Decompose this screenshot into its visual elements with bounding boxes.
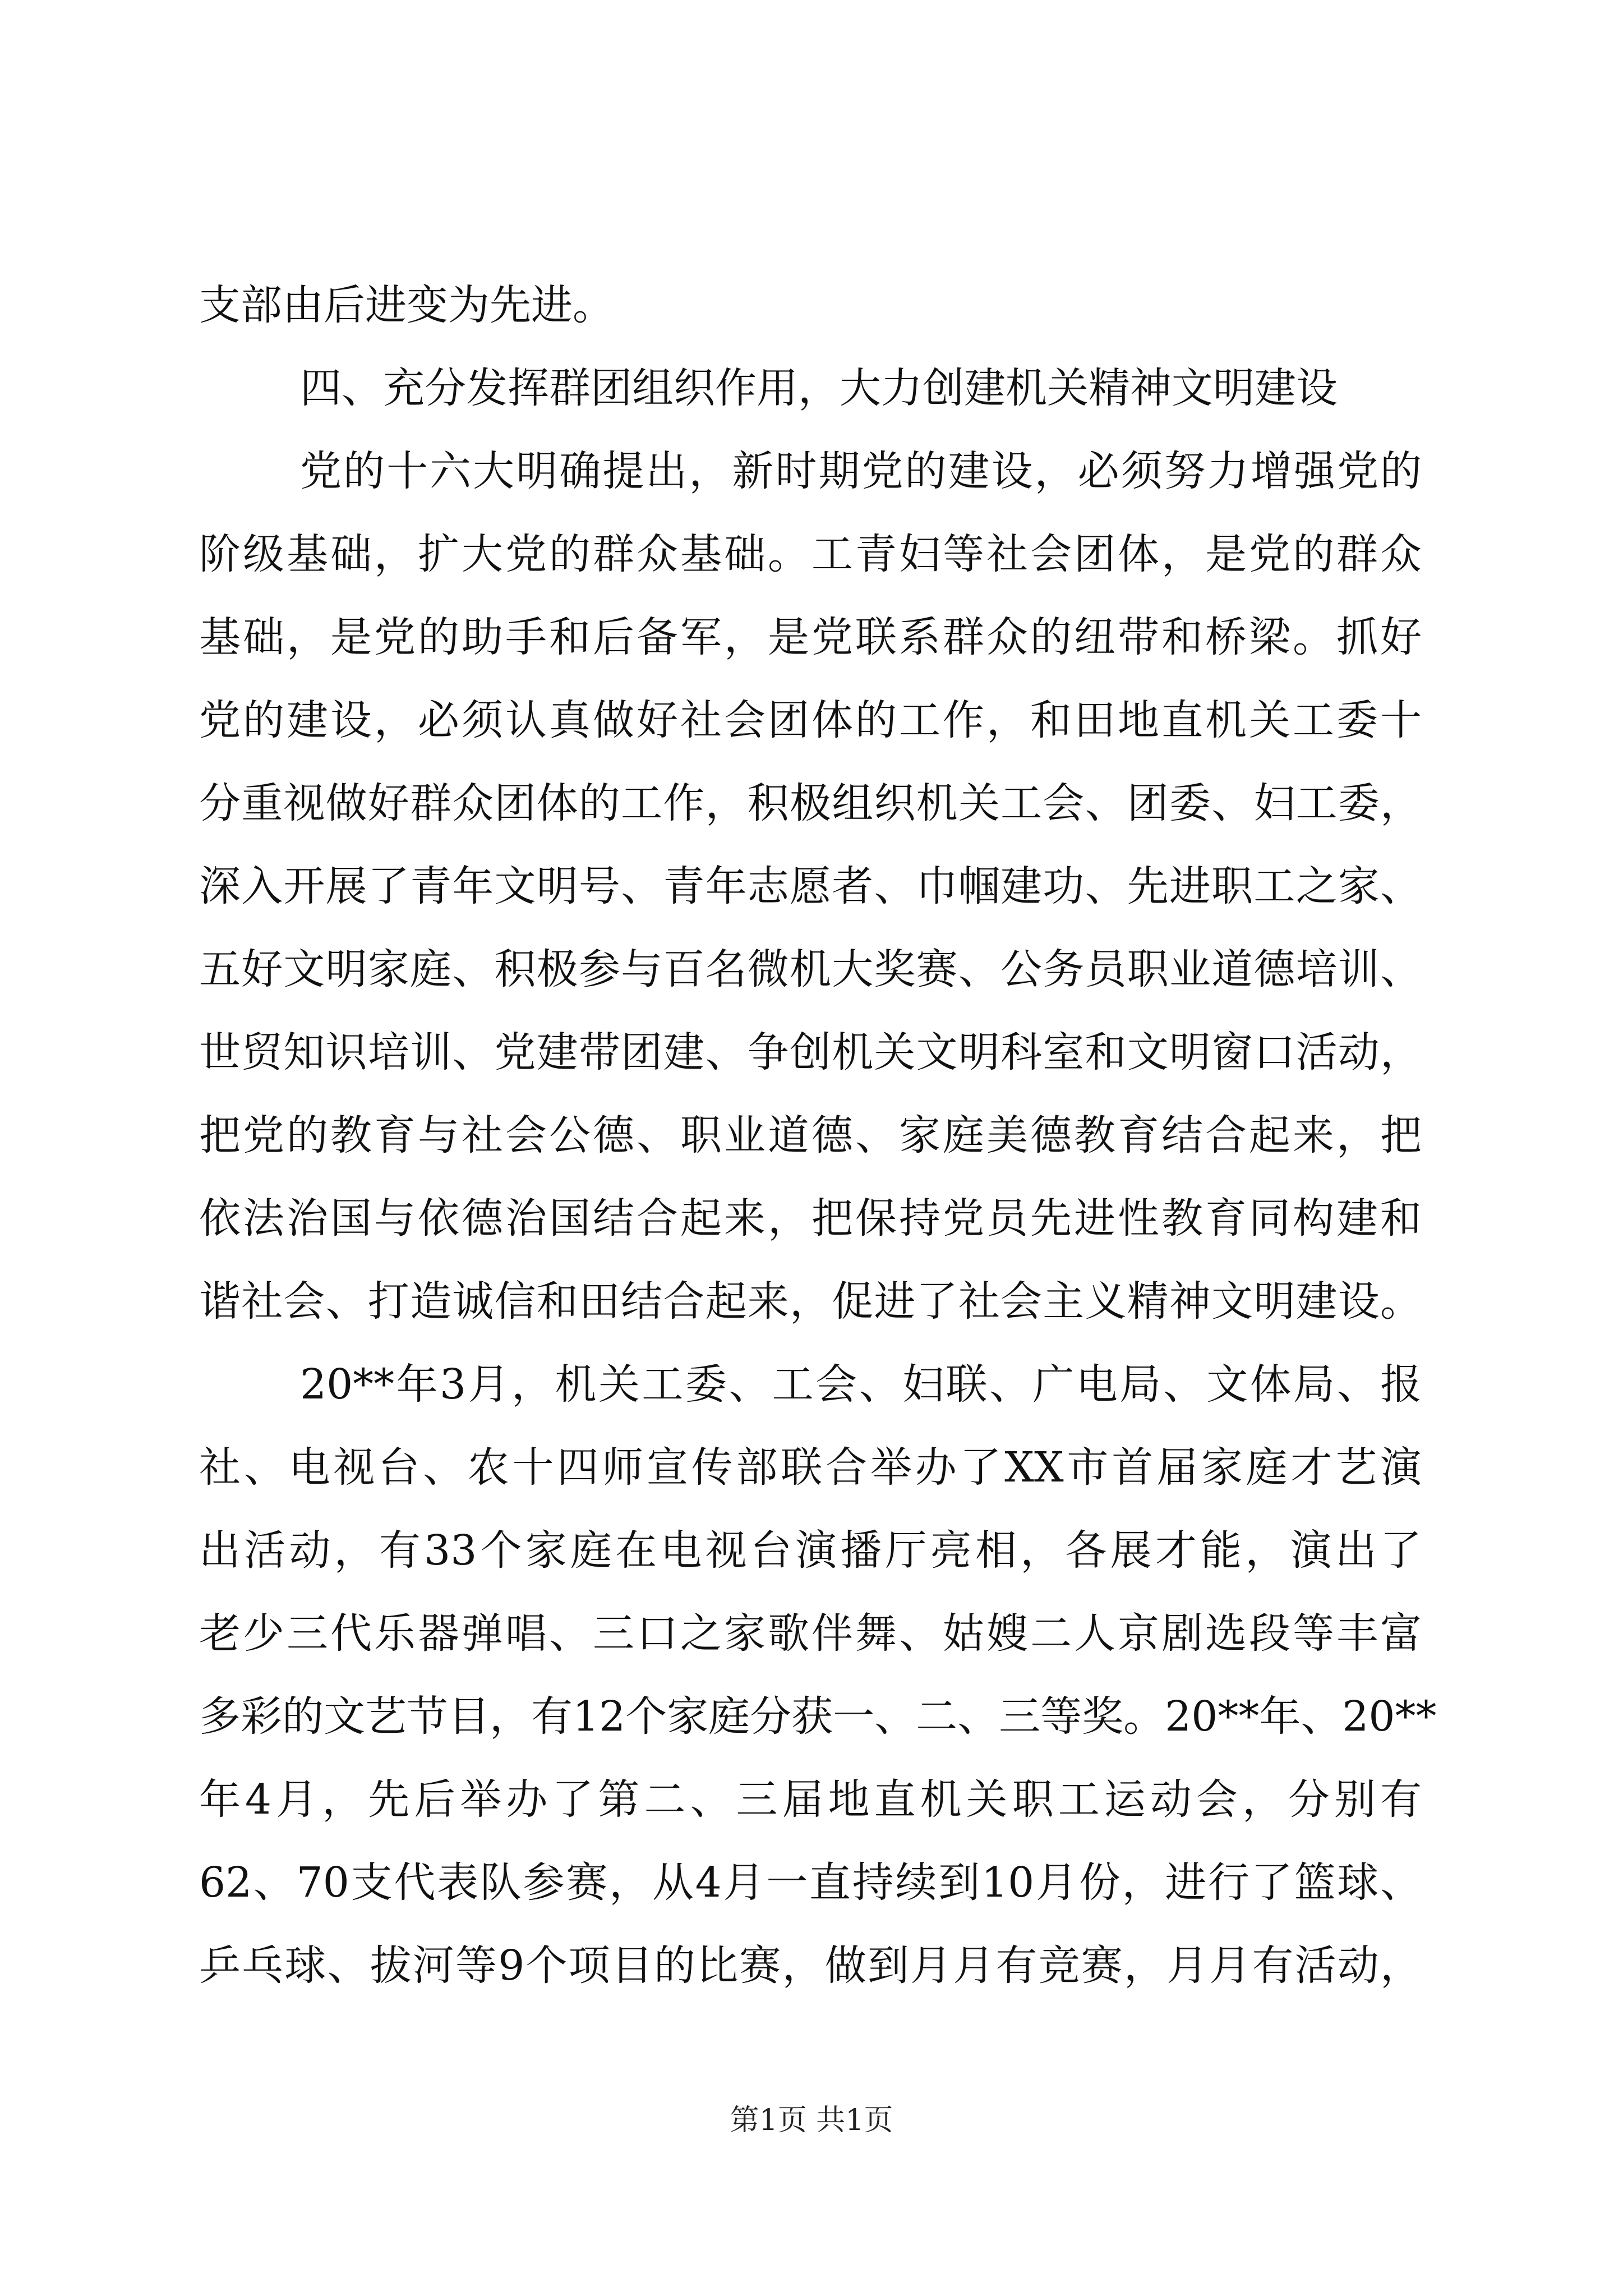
text-line: 五好文明家庭、积极参与百名微机大奖赛、公务员职业道德培训、 [199,945,1422,993]
text-line: 世贸知识培训、党建带团建、争创机关文明科室和文明窗口活动， [199,1028,1422,1076]
page-number-label: 第1页 共1页 [730,2104,893,2137]
page-footer [0,2101,1623,2140]
text-line: 把党的教育与社会公德、职业道德、家庭美德教育结合起来，把 [199,1111,1422,1159]
text-line: 谐社会、打造诚信和田结合起来，促进了社会主义精神文明建设。 [199,1277,1422,1326]
document-body [199,264,1437,2007]
text-line: 阶级基础，扩大党的群众基础。工青妇等社会团体，是党的群众 [199,530,1422,578]
section-heading: 四、充分发挥群团组织作用，大力创建机关精神文明建设 [300,364,1338,412]
text-line: 依法治国与依德治国结合起来，把保持党员先进性教育同构建和 [199,1194,1422,1243]
text-line: 20**年3月，机关工委、工会、妇联、广电局、文体局、报 [300,1360,1422,1409]
text-line: 出活动，有33个家庭在电视台演播厅亮相，各展才能，演出了 [199,1526,1422,1575]
text-line: 乒乓球、拔河等9个项目的比赛，做到月月有竞赛，月月有活动， [199,1941,1422,1990]
text-line: 党的建设，必须认真做好社会团体的工作，和田地直机关工委十 [199,696,1422,744]
text-line: 多彩的文艺节目，有12个家庭分获一、二、三等奖。20**年、20** [199,1692,1437,1741]
text-line: 老少三代乐器弹唱、三口之家歌伴舞、姑嫂二人京剧选段等丰富 [199,1609,1422,1658]
text-line: 党的十六大明确提出，新时期党的建设，必须努力增强党的 [300,447,1422,495]
text-line: 年4月，先后举办了第二、三届地直机关职工运动会，分别有 [199,1775,1422,1824]
text-line: 支部由后进变为先进。 [199,281,614,329]
text-line: 基础，是党的助手和后备军，是党联系群众的纽带和桥梁。抓好 [199,613,1422,661]
text-line: 分重视做好群众团体的工作，积极组织机关工会、团委、妇工委， [199,779,1422,827]
text-line: 62、70支代表队参赛，从4月一直持续到10月份，进行了篮球、 [199,1858,1422,1907]
text-line: 深入开展了青年文明号、青年志愿者、巾帼建功、先进职工之家、 [199,862,1422,910]
text-line: 社、电视台、农十四师宣传部联合举办了XX市首届家庭才艺演 [199,1443,1422,1492]
